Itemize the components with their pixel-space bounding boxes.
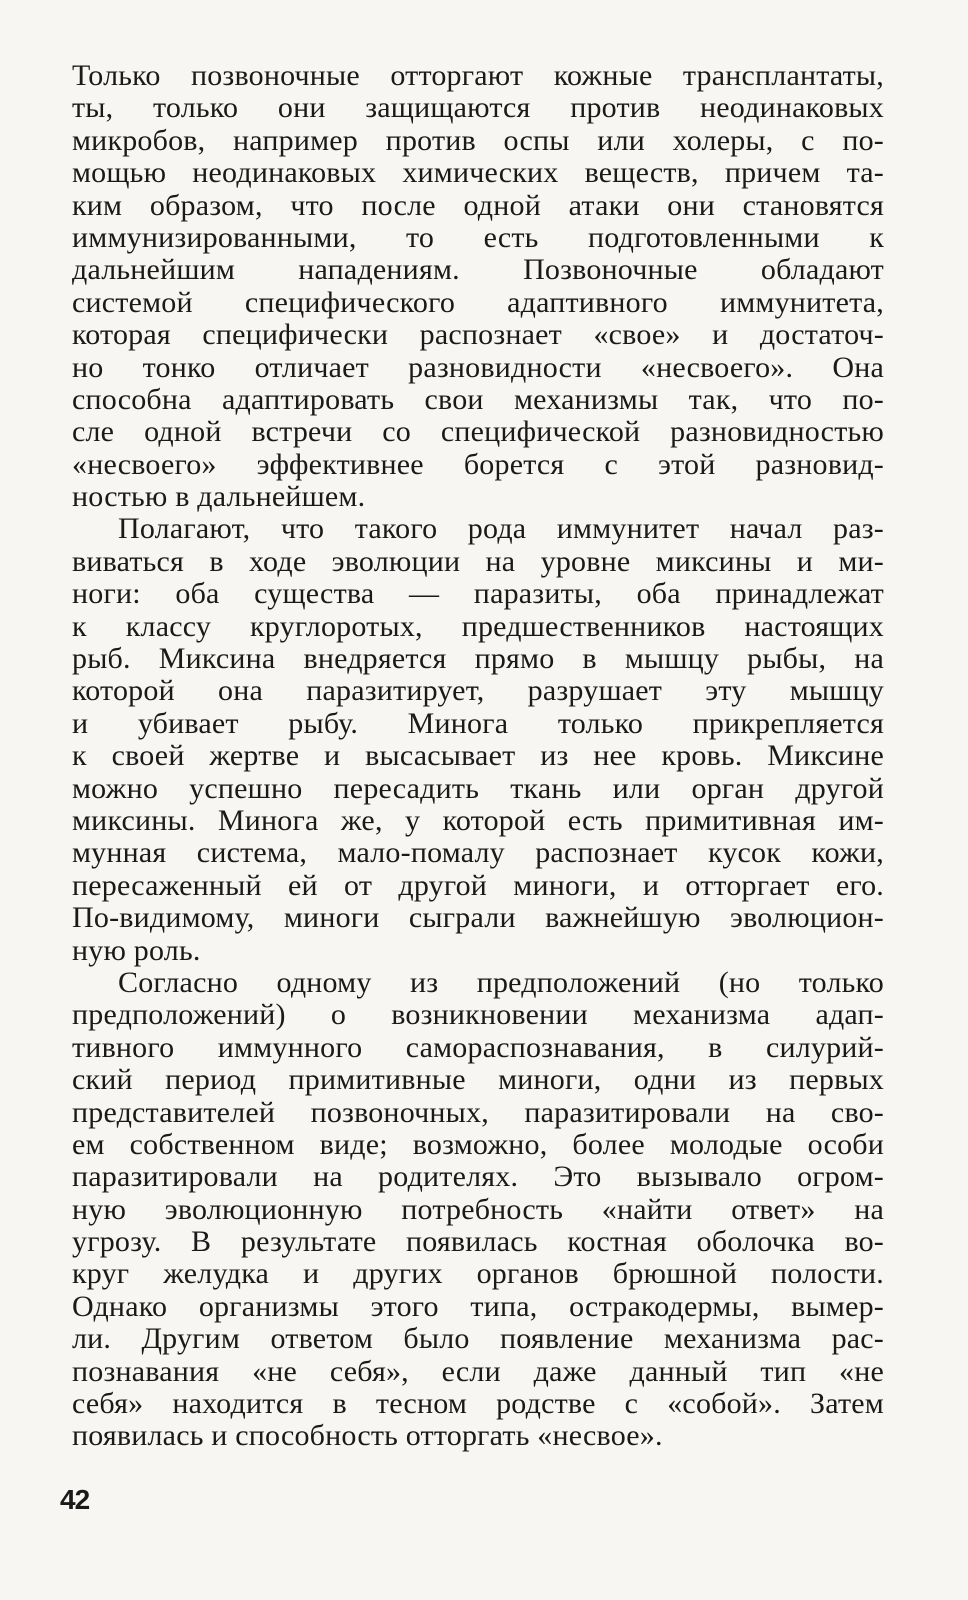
- text-line: виваться в ходе эволюции на уровне миксины и ми-: [72, 544, 884, 578]
- text-line: появилась и способность отторгать «несвое».: [72, 1419, 663, 1453]
- text-line: рыб. Миксина внедряется прямо в мышцу рыбы, на: [72, 642, 884, 676]
- paragraph-2: [72, 513, 884, 966]
- text-line: «несвоего» эффективнее борется с этой разновид-: [72, 447, 884, 481]
- text-line: ли. Другим ответом было появление механизма рас-: [72, 1322, 884, 1356]
- text-line: и убивает рыбу. Минога только прикрепляется: [72, 706, 884, 740]
- text-line: ский период примитивные миноги, одни из первых: [72, 1063, 884, 1097]
- text-line: ким образом, что после одной атаки они становятся: [72, 188, 884, 222]
- text-line: которая специфически распознает «свое» и достаточ-: [72, 318, 884, 352]
- text-line: способна адаптировать свои механизмы так, что по-: [72, 382, 884, 416]
- text-line: мунная система, мало-помалу распознает кусок кожи,: [72, 836, 884, 870]
- paragraph-1: [72, 60, 884, 513]
- text-line: ную роль.: [72, 933, 201, 967]
- text-line: себя» находится в тесном родстве с «собой». Затем: [72, 1387, 884, 1421]
- text-line: Только позвоночные отторгают кожные трансплантаты,: [72, 59, 884, 92]
- text-line: можно успешно пересадить ткань или орган другой: [72, 771, 884, 805]
- text-line: ную эволюционную потребность «найти ответ» на: [72, 1192, 884, 1226]
- text-line: дальнейшим нападениям. Позвоночные обладают: [72, 253, 884, 287]
- text-line: ем собственном виде; возможно, более молодые особи: [72, 1127, 884, 1161]
- text-line: но тонко отличает разновидности «несвоего». Она: [72, 350, 884, 384]
- page-number: 42: [60, 1484, 90, 1515]
- text-line: По-видимому, миноги сыграли важнейшую эволюцион-: [72, 901, 884, 935]
- text-line: предположений) о возникновении механизма адап-: [72, 998, 884, 1032]
- text-line: паразитировали на родителях. Это вызывало огром-: [72, 1160, 884, 1194]
- text-line: миксины. Минога же, у которой есть примитивная им-: [72, 803, 884, 837]
- text-line: которой она паразитирует, разрушает эту мышцу: [72, 674, 884, 708]
- text-line: Согласно одному из предположений (но только: [118, 965, 884, 999]
- text-line: иммунизированными, то есть подготовленными к: [72, 220, 884, 254]
- page-text: [72, 60, 884, 1453]
- text-line: пересаженный ей от другой миноги, и отторгает его.: [72, 868, 884, 902]
- text-line: ты, только они защищаются против неодинаковых: [72, 91, 884, 125]
- paragraph-3: [72, 967, 884, 1453]
- text-line: ностью в дальнейшем.: [72, 480, 366, 514]
- text-line: ноги: оба существа — паразиты, оба принадлежат: [72, 577, 884, 611]
- text-line: угрозу. В результате появилась костная оболочка во-: [72, 1225, 884, 1259]
- text-line: сле одной встречи со специфической разновидностью: [72, 415, 884, 449]
- text-line: Однако организмы этого типа, остракодермы, вымер-: [72, 1289, 884, 1323]
- text-line: системой специфического адаптивного иммунитета,: [72, 285, 884, 319]
- text-line: познавания «не себя», если даже данный тип «не: [72, 1354, 884, 1388]
- text-line: Полагают, что такого рода иммунитет начал раз-: [118, 512, 884, 546]
- text-line: микробов, например против оспы или холеры, с по-: [72, 123, 884, 157]
- text-line: тивного иммунного самораспознавания, в силурий-: [72, 1030, 884, 1064]
- text-line: представителей позвоночных, паразитировали на сво-: [72, 1095, 884, 1129]
- text-line: мощью неодинаковых химических веществ, причем та-: [72, 156, 884, 190]
- text-line: к своей жертве и высасывает из нее кровь. Миксине: [72, 739, 884, 773]
- text-line: к классу круглоротых, предшественников настоящих: [72, 609, 884, 643]
- text-line: круг желудка и других органов брюшной полости.: [72, 1257, 884, 1291]
